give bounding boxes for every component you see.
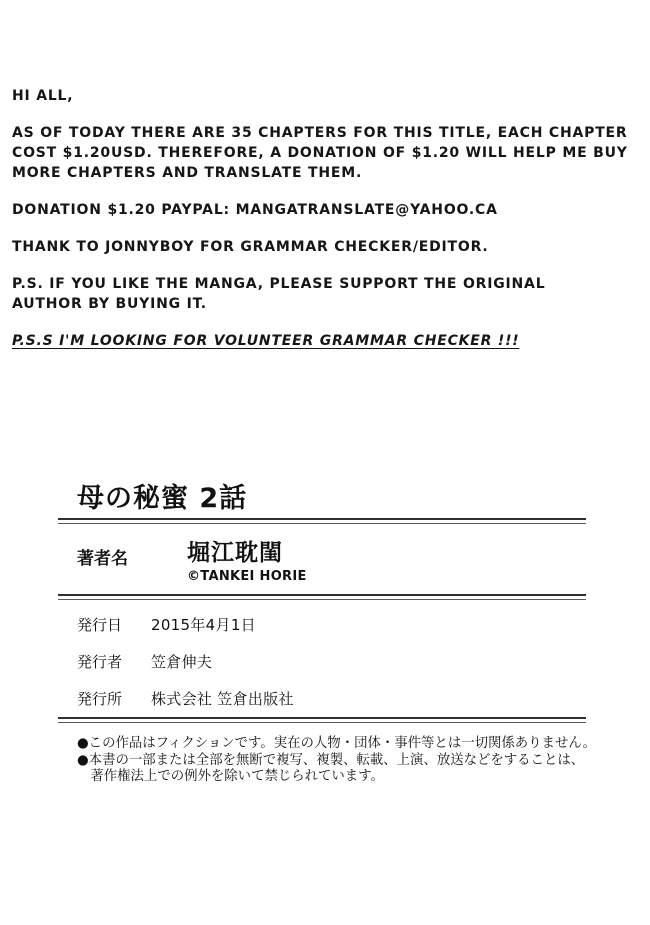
disclaimer-line: ●本書の一部または全部を無断で複写、複製、転載、上演、放送などをすることは、 (77, 752, 585, 768)
donation-text: DONATION $1.20 PAYPAL: MANGATRANSLATE@YAHOO.CA (12, 202, 498, 218)
ps-line: P.S. IF YOU LIKE THE MANGA, PLEASE SUPPORT THE ORIGINAL (12, 276, 546, 292)
publisher-person-row (58, 643, 586, 680)
thanks-paragraph (12, 237, 632, 257)
publication-date-row (58, 606, 586, 643)
ps-paragraph (12, 274, 632, 314)
disclaimer-line: 著作権法上での例外を除いて禁じられています。 (77, 769, 384, 784)
thanks-text: THANK TO JONNYBOY FOR GRAMMAR CHECKER/EDITOR. (12, 239, 489, 255)
intro-line: COST $1.20USD. THEREFORE, A DONATION OF $1.20 WILL HELP ME BUY (12, 145, 628, 161)
divider-under-publication (58, 717, 586, 723)
pss-paragraph (12, 331, 632, 351)
greeting-text: HI ALL, (12, 88, 74, 104)
publisher-person-value: 笠倉伸夫 (151, 653, 213, 671)
author-label: 著者名 (77, 549, 128, 569)
ps-line: AUTHOR BY BUYING IT. (12, 296, 207, 312)
author-row (58, 524, 586, 594)
publication-rows (58, 600, 586, 717)
intro-paragraph (12, 123, 632, 183)
author-copyright: ©TANKEI HORIE (187, 569, 307, 584)
pss-text: P.S.S I'M LOOKING FOR VOLUNTEER GRAMMAR CHECKER !!! (12, 333, 520, 349)
publisher-company-row (58, 680, 586, 717)
donation-paragraph (12, 200, 632, 220)
intro-line: AS OF TODAY THERE ARE 35 CHAPTERS FOR THIS TITLE, EACH CHAPTER (12, 125, 628, 141)
publisher-company-label: 発行所 (77, 690, 123, 708)
publisher-person-label: 発行者 (77, 653, 123, 671)
intro-line: MORE CHAPTERS AND TRANSLATE THEM. (12, 165, 363, 181)
disclaimer-line: ●この作品はフィクションです。実在の人物・団体・事件等とは一切関係ありません。 (77, 736, 596, 751)
copyright-disclaimer (58, 736, 596, 786)
colophon (58, 482, 596, 786)
greeting-paragraph (12, 86, 632, 106)
publication-date-label: 発行日 (77, 616, 123, 634)
author-name: 堀江耽閨 (187, 540, 283, 566)
book-title: 母の秘蜜 2話 (77, 483, 248, 514)
translator-note (12, 0, 632, 351)
publisher-company-value: 株式会社 笠倉出版社 (151, 690, 294, 708)
publication-date-value: 2015年4月1日 (151, 616, 256, 634)
author-column (187, 540, 307, 584)
